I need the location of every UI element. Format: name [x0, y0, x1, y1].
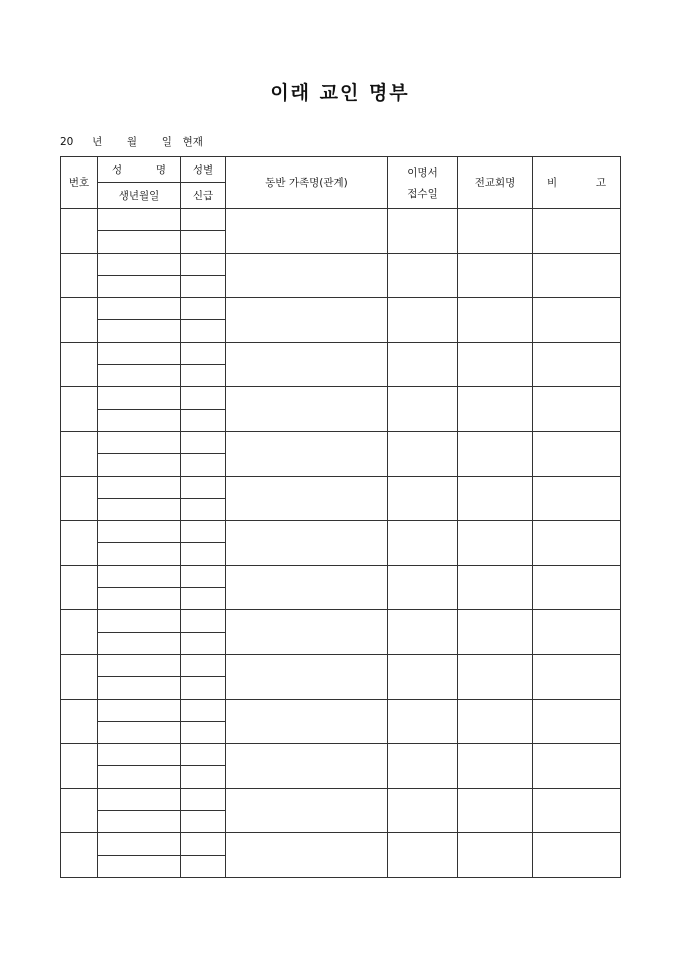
birth-date-cell[interactable] — [98, 677, 181, 699]
new-or-transfer-cell[interactable] — [181, 632, 226, 654]
previous-church-cell[interactable] — [458, 209, 533, 254]
table-row — [61, 431, 621, 453]
gender-cell[interactable] — [181, 209, 226, 231]
header-remarks — [533, 157, 621, 209]
new-or-transfer-cell[interactable] — [181, 454, 226, 476]
year-prefix: 20 — [60, 136, 74, 148]
family-cell[interactable] — [226, 342, 388, 387]
family-cell[interactable] — [226, 521, 388, 566]
number-cell[interactable] — [61, 610, 98, 655]
table-row — [61, 833, 621, 855]
remarks-cell[interactable] — [533, 833, 621, 878]
header-gender: 성별 — [181, 157, 226, 183]
header-previous-church: 전교회명 — [458, 157, 533, 209]
remarks-cell[interactable] — [533, 431, 621, 476]
number-cell[interactable] — [61, 253, 98, 298]
remarks-cell[interactable] — [533, 654, 621, 699]
header-new-or-transfer: 신급 — [181, 183, 226, 209]
gender-cell[interactable] — [181, 744, 226, 766]
number-cell[interactable] — [61, 565, 98, 610]
previous-church-cell[interactable] — [458, 387, 533, 432]
number-cell[interactable] — [61, 521, 98, 566]
header-transfer-date — [388, 157, 458, 209]
transfer-date-cell[interactable] — [388, 253, 458, 298]
gender-cell[interactable] — [181, 699, 226, 721]
name-cell[interactable] — [98, 253, 181, 275]
previous-church-cell[interactable] — [458, 610, 533, 655]
gender-cell[interactable] — [181, 654, 226, 676]
previous-church-cell[interactable] — [458, 654, 533, 699]
remarks-cell[interactable] — [533, 387, 621, 432]
family-cell[interactable] — [226, 209, 388, 254]
name-cell[interactable] — [98, 833, 181, 855]
number-cell[interactable] — [61, 699, 98, 744]
header-birth-date: 생년월일 — [98, 183, 181, 209]
birth-date-cell[interactable] — [98, 721, 181, 743]
birth-date-cell[interactable] — [98, 855, 181, 877]
transfer-date-cell[interactable] — [388, 209, 458, 254]
birth-date-cell[interactable] — [98, 275, 181, 297]
birth-date-cell[interactable] — [98, 766, 181, 788]
previous-church-cell[interactable] — [458, 833, 533, 878]
name-cell[interactable] — [98, 431, 181, 453]
family-cell[interactable] — [226, 744, 388, 789]
previous-church-cell[interactable] — [458, 521, 533, 566]
new-or-transfer-cell[interactable] — [181, 498, 226, 520]
gender-cell[interactable] — [181, 342, 226, 364]
transfer-date-cell[interactable] — [388, 431, 458, 476]
table-row — [61, 209, 621, 231]
month-unit: 월 — [126, 136, 138, 148]
family-cell[interactable] — [226, 253, 388, 298]
birth-date-cell[interactable] — [98, 231, 181, 253]
remarks-cell[interactable] — [533, 209, 621, 254]
gender-cell[interactable] — [181, 476, 226, 498]
table-row — [61, 744, 621, 766]
family-cell[interactable] — [226, 788, 388, 833]
transfer-date-cell[interactable] — [388, 298, 458, 343]
name-cell[interactable] — [98, 476, 181, 498]
family-cell[interactable] — [226, 833, 388, 878]
roster-table — [60, 156, 621, 878]
table-row — [61, 654, 621, 676]
transfer-date-cell[interactable] — [388, 342, 458, 387]
previous-church-cell[interactable] — [458, 431, 533, 476]
header-remarks-first: 비 — [547, 177, 558, 189]
day-unit: 일 — [161, 136, 172, 148]
table-row — [61, 476, 621, 498]
number-cell[interactable] — [61, 431, 98, 476]
table-row — [61, 342, 621, 364]
gender-cell[interactable] — [181, 253, 226, 275]
header-number: 번호 — [61, 157, 98, 209]
birth-date-cell[interactable] — [98, 498, 181, 520]
gender-cell[interactable] — [181, 387, 226, 409]
previous-church-cell[interactable] — [458, 342, 533, 387]
previous-church-cell[interactable] — [458, 788, 533, 833]
new-or-transfer-cell[interactable] — [181, 409, 226, 431]
remarks-cell[interactable] — [533, 253, 621, 298]
number-cell[interactable] — [61, 788, 98, 833]
transfer-date-cell[interactable] — [388, 744, 458, 789]
number-cell[interactable] — [61, 833, 98, 878]
birth-date-cell[interactable] — [98, 811, 181, 833]
family-cell[interactable] — [226, 476, 388, 521]
header-family: 동반 가족명(관계) — [226, 157, 388, 209]
transfer-date-cell[interactable] — [388, 788, 458, 833]
name-cell[interactable] — [98, 521, 181, 543]
new-or-transfer-cell[interactable] — [181, 231, 226, 253]
birth-date-cell[interactable] — [98, 454, 181, 476]
transfer-date-cell[interactable] — [388, 610, 458, 655]
number-cell[interactable] — [61, 298, 98, 343]
name-cell[interactable] — [98, 209, 181, 231]
date-suffix: 현재 — [182, 136, 203, 148]
header-transfer-date-line2: 접수일 — [407, 187, 438, 200]
remarks-cell[interactable] — [533, 699, 621, 744]
name-cell[interactable] — [98, 342, 181, 364]
family-cell[interactable] — [226, 654, 388, 699]
remarks-cell[interactable] — [533, 476, 621, 521]
family-cell[interactable] — [226, 387, 388, 432]
birth-date-cell[interactable] — [98, 543, 181, 565]
transfer-date-cell[interactable] — [388, 521, 458, 566]
header-name-second: 명 — [155, 164, 166, 176]
table-row — [61, 298, 621, 320]
number-cell[interactable] — [61, 744, 98, 789]
new-or-transfer-cell[interactable] — [181, 766, 226, 788]
table-row — [61, 521, 621, 543]
name-cell[interactable] — [98, 699, 181, 721]
family-cell[interactable] — [226, 610, 388, 655]
name-cell[interactable] — [98, 744, 181, 766]
table-row — [61, 387, 621, 409]
gender-cell[interactable] — [181, 298, 226, 320]
previous-church-cell[interactable] — [458, 253, 533, 298]
previous-church-cell[interactable] — [458, 699, 533, 744]
new-or-transfer-cell[interactable] — [181, 721, 226, 743]
previous-church-cell[interactable] — [458, 744, 533, 789]
gender-cell[interactable] — [181, 610, 226, 632]
gender-cell[interactable] — [181, 565, 226, 587]
new-or-transfer-cell[interactable] — [181, 275, 226, 297]
remarks-cell[interactable] — [533, 610, 621, 655]
date-line — [60, 134, 203, 149]
previous-church-cell[interactable] — [458, 298, 533, 343]
gender-cell[interactable] — [181, 431, 226, 453]
transfer-date-cell[interactable] — [388, 654, 458, 699]
family-cell[interactable] — [226, 565, 388, 610]
number-cell[interactable] — [61, 476, 98, 521]
number-cell[interactable] — [61, 342, 98, 387]
name-cell[interactable] — [98, 654, 181, 676]
table-row — [61, 253, 621, 275]
transfer-date-cell[interactable] — [388, 565, 458, 610]
birth-date-cell[interactable] — [98, 409, 181, 431]
roster-body — [61, 209, 621, 878]
new-or-transfer-cell[interactable] — [181, 855, 226, 877]
transfer-date-cell[interactable] — [388, 476, 458, 521]
table-row — [61, 565, 621, 587]
table-row — [61, 610, 621, 632]
table-row — [61, 699, 621, 721]
new-or-transfer-cell[interactable] — [181, 543, 226, 565]
name-cell[interactable] — [98, 610, 181, 632]
year-unit: 년 — [92, 136, 103, 148]
remarks-cell[interactable] — [533, 565, 621, 610]
remarks-cell[interactable] — [533, 744, 621, 789]
header-name-first: 성 — [112, 164, 123, 176]
name-cell[interactable] — [98, 387, 181, 409]
gender-cell[interactable] — [181, 833, 226, 855]
birth-date-cell[interactable] — [98, 632, 181, 654]
new-or-transfer-cell[interactable] — [181, 365, 226, 387]
number-cell[interactable] — [61, 387, 98, 432]
remarks-cell[interactable] — [533, 342, 621, 387]
gender-cell[interactable] — [181, 788, 226, 810]
new-or-transfer-cell[interactable] — [181, 588, 226, 610]
new-or-transfer-cell[interactable] — [181, 320, 226, 342]
previous-church-cell[interactable] — [458, 476, 533, 521]
family-cell[interactable] — [226, 298, 388, 343]
transfer-date-cell[interactable] — [388, 833, 458, 878]
table-row — [61, 788, 621, 810]
new-or-transfer-cell[interactable] — [181, 677, 226, 699]
name-cell[interactable] — [98, 565, 181, 587]
transfer-date-cell[interactable] — [388, 699, 458, 744]
transfer-date-cell[interactable] — [388, 387, 458, 432]
family-cell[interactable] — [226, 431, 388, 476]
birth-date-cell[interactable] — [98, 588, 181, 610]
header-name — [98, 157, 181, 183]
birth-date-cell[interactable] — [98, 320, 181, 342]
number-cell[interactable] — [61, 654, 98, 699]
header-remarks-second: 고 — [595, 177, 606, 189]
page-title: 이래 교인 명부 — [270, 82, 410, 104]
family-cell[interactable] — [226, 699, 388, 744]
birth-date-cell[interactable] — [98, 365, 181, 387]
name-cell[interactable] — [98, 298, 181, 320]
number-cell[interactable] — [61, 209, 98, 254]
header-transfer-date-line1: 이명서 — [407, 166, 438, 179]
remarks-cell[interactable] — [533, 521, 621, 566]
new-or-transfer-cell[interactable] — [181, 811, 226, 833]
gender-cell[interactable] — [181, 521, 226, 543]
remarks-cell[interactable] — [533, 298, 621, 343]
previous-church-cell[interactable] — [458, 565, 533, 610]
remarks-cell[interactable] — [533, 788, 621, 833]
name-cell[interactable] — [98, 788, 181, 810]
